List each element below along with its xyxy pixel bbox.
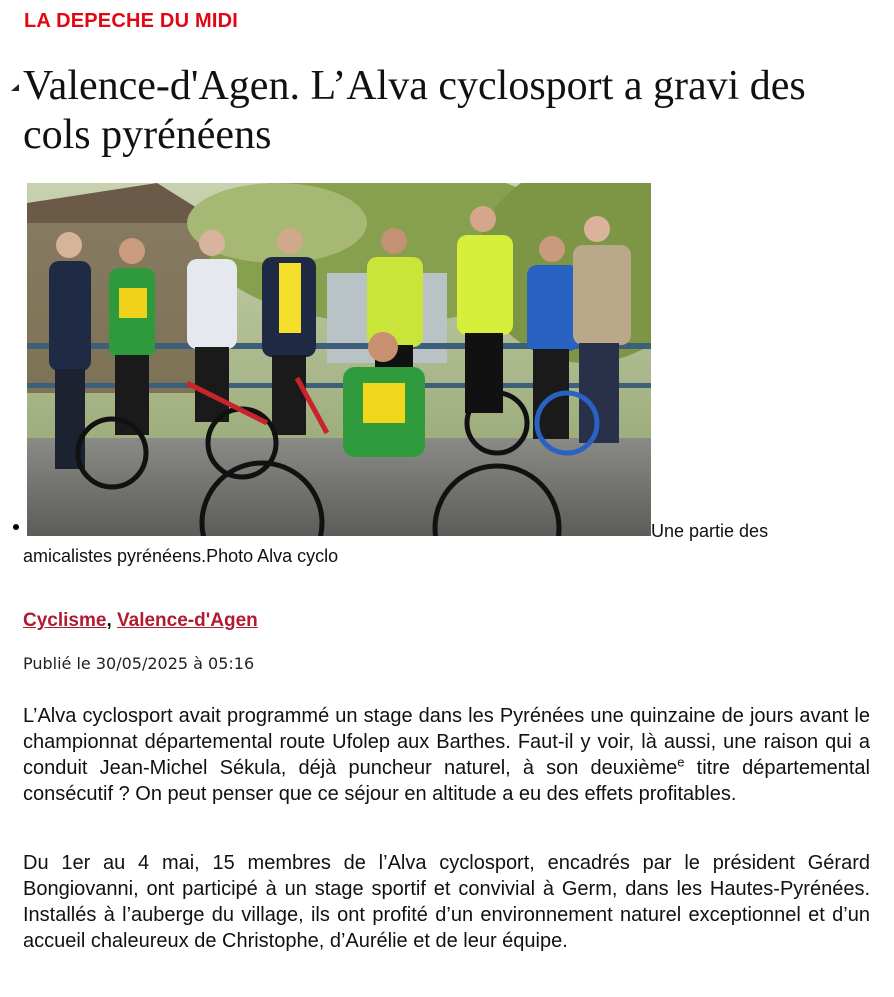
paragraph-1-text-a: L’Alva cyclosport avait programmé un stage dans les Pyrénées une quinzaine de jours avant le championnat départemental route Ufolep aux Barthes. Faut-il y voir, là aussi, une raison qui a conduit Jean-Michel Sékula, déjà puncheur naturel, à son deuxième <box>23 705 870 779</box>
expand-arrow-icon <box>8 82 20 94</box>
tag-separator: , <box>106 610 112 631</box>
ordinal-superscript: e <box>677 754 685 770</box>
paragraph-1-text-b: titre départemental consécutif ? On peut penser que ce séjour en altitude a eu des effets profitables. <box>23 757 870 805</box>
publish-date: Publié le 30/05/2025 à 05:16 <box>23 654 255 673</box>
article-paragraph-1 <box>23 703 870 807</box>
list-bullet <box>13 524 19 530</box>
article-headline: Valence-d'Agen. L’Alva cyclosport a gravi des cols pyrénéens <box>23 63 806 158</box>
article-photo[interactable] <box>27 183 651 536</box>
tag-link-valence-dagen[interactable]: Valence-d'Agen <box>117 610 258 631</box>
article-paragraph-2: Du 1er au 4 mai, 15 membres de l’Alva cyclosport, encadrés par le président Gérard Bongiovanni, ont participé à un stage sportif et convivial à Germ, dans les Hautes-Pyrénées. Installés à l’auberge du village, ils ont profité d’un environnement naturel exceptionnel et d’un accueil chaleureux de Christophe, d’Aurélie et de leur équipe. <box>23 852 870 952</box>
photo-caption: Une partie des amicalistes pyrénéens.Photo Alva cyclo <box>23 521 769 566</box>
masthead-logo[interactable]: LA DEPECHE DU MIDI <box>24 10 238 32</box>
tag-link-cyclisme[interactable]: Cyclisme <box>23 610 107 631</box>
article-tags <box>23 610 258 632</box>
